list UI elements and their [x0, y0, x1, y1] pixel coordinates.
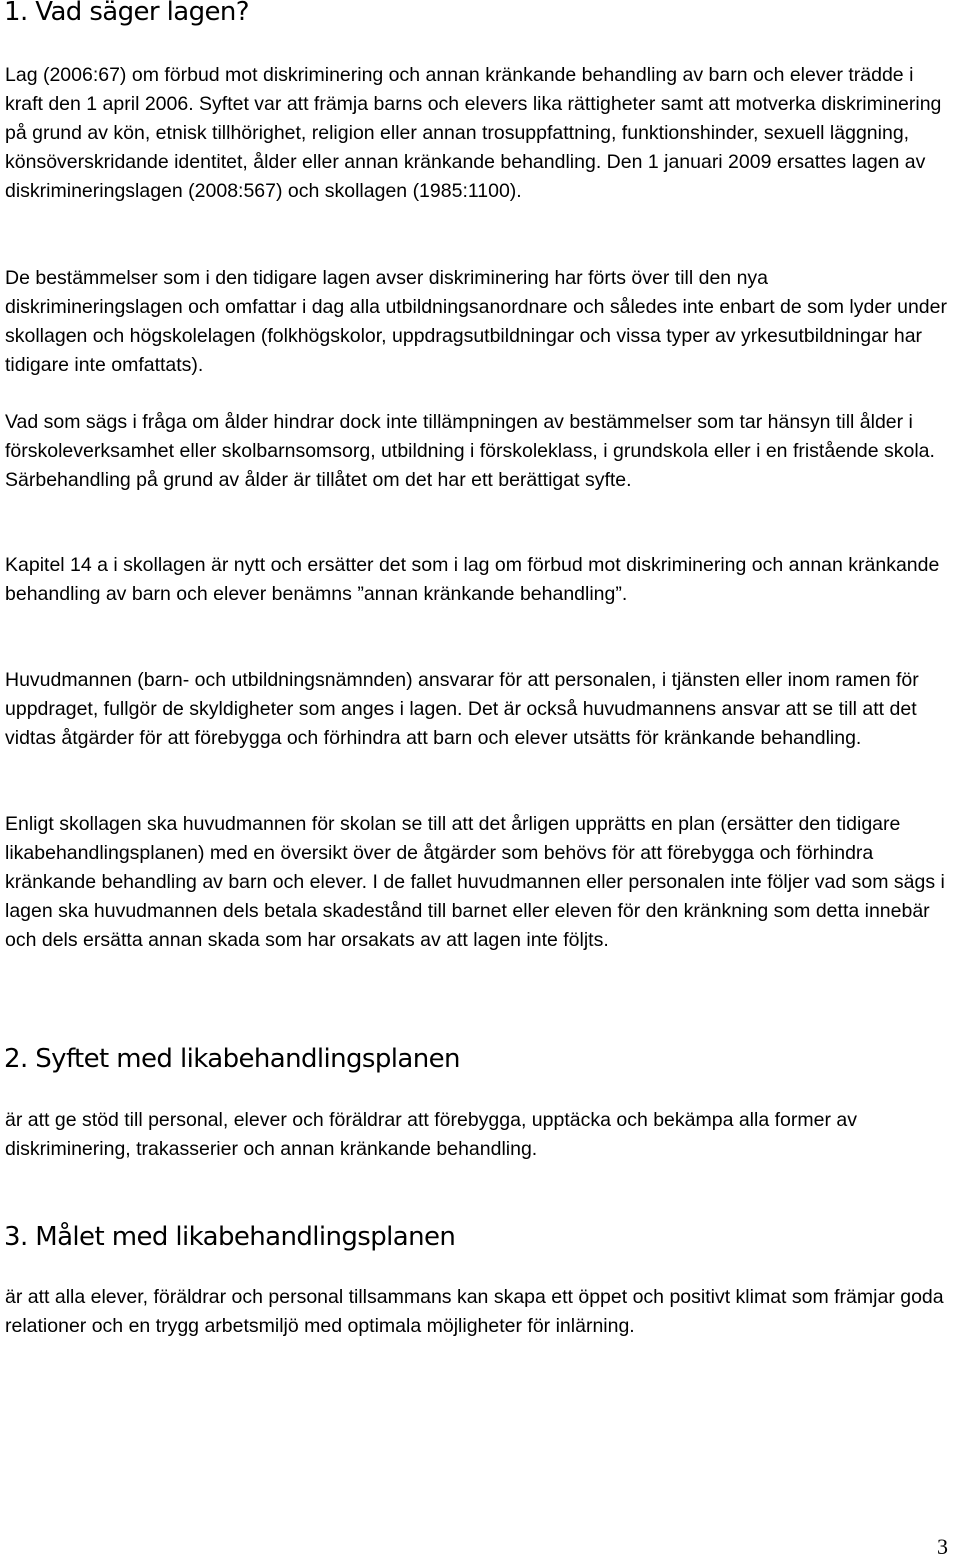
section-1-paragraph-1: Lag (2006:67) om förbud mot diskriminering och annan kränkande behandling av barn och elever trädde i kraft den 1 april 2006. Syftet var att främja barns och elevers lika rättigheter samt att motverka diskriminering på grund av kön, etnisk tillhörighet, religion eller annan trosuppfattning, funktionshinder, sexuell läggning, könsöverskridande identitet, ålder eller annan kränkande behandling. Den 1 januari 2009 ersattes lagen av diskrimineringslagen (2008:567) och skollagen (1985:1100). — [5, 64, 942, 202]
section-1-paragraph-4: Kapitel 14 a i skollagen är nytt och ersätter det som i lag om förbud mot diskriminering och annan kränkande behandling av barn och elever benämns ”annan kränkande behandling”. — [5, 554, 940, 605]
section-2-paragraph-1: är att ge stöd till personal, elever och föräldrar att förebygga, upptäcka och bekämpa alla former av diskriminering, trakasserier och annan kränkande behandling. — [5, 1109, 857, 1160]
section-1-paragraph-3: Vad som sägs i fråga om ålder hindrar dock inte tillämpningen av bestämmelser som tar hänsyn till ålder i förskoleverksamhet eller skolbarnsomsorg, utbildning i förskoleklass, i grundskola eller i en fristående skola. Särbehandling på grund av ålder är tillåtet om det har ett berättigat syfte. — [5, 411, 935, 491]
section-1-paragraph-5: Huvudmannen (barn- och utbildningsnämnden) ansvarar för att personalen, i tjänsten eller inom ramen för uppdraget, fullgör de skyldigheter som anges i lagen. Det är också huvudmannens ansvar att se till att det vidtas åtgärder för att förebygga och förhindra att barn och elever utsätts för kränkande behandling. — [5, 669, 919, 749]
section-3-paragraph-1: är att alla elever, föräldrar och personal tillsammans kan skapa ett öppet och positivt klimat som främjar goda relationer och en trygg arbetsmiljö med optimala möjligheter för inlärning. — [5, 1286, 944, 1337]
section-heading-1: 1. Vad säger lagen? — [4, 0, 250, 27]
section-1-paragraph-2: De bestämmelser som i den tidigare lagen avser diskriminering har förts över till den nya diskrimineringslagen och omfattar i dag alla utbildningsanordnare och således inte enbart de som lyder under skollagen och högskolelagen (folkhögskolor, uppdragsutbildningar och vissa typer av yrkesutbildningar har tidigare inte omfattats). — [5, 267, 947, 376]
page-number: 3 — [937, 1534, 948, 1559]
section-heading-3: 3. Målet med likabehandlingsplanen — [4, 1222, 456, 1252]
section-1-paragraph-6: Enligt skollagen ska huvudmannen för skolan se till att det årligen upprätts en plan (ersätter den tidigare likabehandlingsplanen) med en översikt över de åtgärder som behövs för att förebygga och förhindra kränkande behandling av barn och elever. I de fallet huvudmannen eller personalen inte följer vad som sägs i lagen ska huvudmannen dels betala skadestånd till barnet eller eleven för den kränkning som detta innebär och dels ersätta annan skada som har orsakats av att lagen inte följts. — [5, 813, 945, 951]
section-heading-2: 2. Syftet med likabehandlingsplanen — [4, 1044, 460, 1074]
